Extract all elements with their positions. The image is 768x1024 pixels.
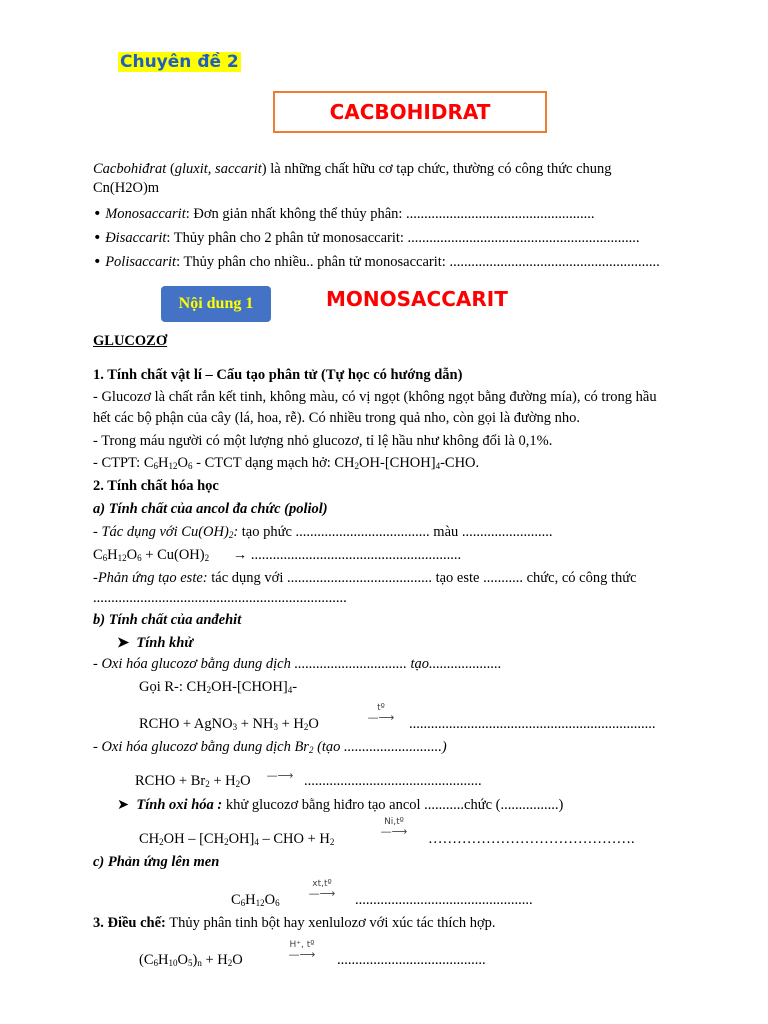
bullet-term: Monosaccarit — [105, 206, 186, 222]
d1-b: O — [177, 952, 188, 968]
sub: 2 — [204, 553, 210, 563]
topic-label: Chuyên đề 2 — [120, 52, 239, 72]
oxh-text: khử glucozơ bằng hiđro tạo ancol ...........chức (................) — [222, 797, 564, 813]
sub: 3 — [273, 722, 278, 732]
d-line-1 — [139, 952, 243, 969]
f-c: C — [93, 547, 103, 563]
sub: 2 — [354, 461, 360, 471]
arrow-condition: Ni,tº — [384, 817, 404, 827]
f-h: H — [158, 952, 169, 968]
d1-a: (C — [139, 952, 154, 968]
sub: 2 — [206, 685, 212, 695]
reaction-arrow-icon — [298, 880, 346, 898]
ctpt-lead: - CTPT: C — [93, 455, 154, 471]
phys-line-3: - Trong máu người có một lượng nhỏ glucozơ, tỉ lệ hầu như không đổi là 0,1%. — [93, 433, 553, 449]
heading-3 — [93, 915, 495, 932]
a1-lead: - Tác dụng với Cu(OH) — [93, 524, 229, 540]
c-line-1 — [231, 892, 280, 909]
reaction-arrow-icon — [362, 704, 400, 722]
a-line-1 — [93, 524, 553, 541]
subheading-a: a) Tính chất của ancol đa chức (poliol) — [93, 501, 328, 517]
b3-a: RCHO + AgNO — [139, 716, 233, 732]
a-line-2 — [93, 547, 461, 564]
b6-c: OH] — [228, 831, 255, 847]
b5-b: + H — [209, 773, 236, 789]
sub: 4 — [435, 461, 441, 471]
bullet-text: : Thủy phân cho 2 phân tử monosaccarit: ................................................................ — [166, 230, 640, 246]
bullet-text: : Thủy phân cho nhiều.. phân tử monosaccarit: .......................................................... — [176, 254, 660, 270]
tinh-khu-heading — [117, 635, 193, 652]
d1-e: O — [232, 952, 243, 968]
phys-line-4 — [93, 455, 479, 472]
arrow-line: —⟶ — [308, 887, 336, 900]
sub: 6 — [153, 958, 158, 968]
phys-line-2: hết các bộ phận của cây (lá, hoa, rễ). Có nhiều trong quả nho, còn gọi là đường nho. — [93, 410, 581, 426]
a1-text: tạo phức ..................................... màu ......................... — [238, 524, 553, 540]
sub: 12 — [117, 553, 127, 563]
arrow-line: —⟶ — [367, 711, 395, 724]
b-line-6 — [139, 831, 334, 848]
section-title: MONOSACCARIT — [326, 287, 508, 311]
a-line-3 — [93, 570, 637, 587]
sub: 4 — [254, 837, 259, 847]
c1-dots: ................................................. — [355, 892, 533, 908]
arrow-condition: xt,tº — [312, 879, 332, 889]
a2-plus: + Cu(OH) — [141, 547, 205, 563]
sub: 2 — [159, 837, 164, 847]
f-o: O — [177, 455, 188, 471]
ctct-mid: OH-[CHOH] — [359, 455, 436, 471]
intro-p1: ( — [166, 161, 175, 177]
subheading-c: c) Phản ứng lên men — [93, 854, 220, 870]
bullet-monosaccarit — [93, 206, 595, 223]
sub: 5 — [187, 958, 193, 968]
d1-d: + H — [201, 952, 228, 968]
f-h: H — [158, 455, 169, 471]
a2-dots: .......................................................... — [247, 547, 462, 563]
sub: 2 — [308, 745, 314, 755]
sub: 2 — [205, 779, 210, 789]
intro-line-2: Cn(H2O)m — [93, 180, 160, 196]
sub: 2 — [303, 722, 309, 732]
intro-line-1 — [93, 161, 612, 178]
reaction-arrow-icon — [274, 941, 330, 959]
b-line-3 — [139, 716, 319, 733]
h3-text: Thủy phân tinh bột hay xenlulozơ với xúc tác thích hợp. — [165, 915, 496, 931]
b5-c: O — [240, 773, 251, 789]
b3-d: O — [308, 716, 319, 732]
tinh-khu-label: Tính khử — [136, 635, 194, 651]
arrow-condition: tº — [377, 703, 385, 713]
bullet-term: Polisaccarit — [105, 254, 177, 270]
a3-text: tác dụng với ........................................ tạo este ........... chức, có công thức — [207, 570, 637, 586]
sub: 12 — [255, 898, 265, 908]
f-o: O — [264, 892, 276, 908]
b2-lead: Gọi R-: CH — [139, 679, 207, 695]
arrow-line: —⟶ — [380, 825, 408, 838]
h3-lead: 3. Điều chế: — [93, 915, 166, 931]
a-line-4: ...................................................................... — [93, 590, 347, 606]
arrow-bullet-icon: ➤ — [117, 635, 130, 651]
ctct-lead: - CTCT dạng mạch hở: CH — [192, 455, 355, 471]
section-label: Nội dung 1 — [161, 286, 271, 322]
d1-dots: ......................................... — [337, 952, 486, 968]
sub: 2 — [224, 837, 229, 847]
sub: 6 — [153, 461, 159, 471]
sub: 6 — [275, 898, 280, 908]
arrow-condition: H⁺, tº — [289, 940, 315, 950]
intro-alt: gluxit, saccarit — [174, 161, 262, 177]
b3-dots: .................................................................... — [409, 716, 656, 732]
glucozo-heading: GLUCOZƠ — [93, 333, 168, 349]
sub: 6 — [187, 461, 193, 471]
sub: n — [197, 958, 202, 968]
a3-lead: -Phản ứng tạo este: — [93, 570, 208, 586]
f-o: O — [126, 547, 138, 563]
sub: 10 — [168, 958, 178, 968]
f-c: C — [231, 892, 241, 908]
b-line-1: - Oxi hóa glucozơ bằng dung dịch ............................... tạo.................... — [93, 656, 502, 672]
bullet-icon: • — [93, 230, 102, 246]
arrow-line: —⟶ — [266, 769, 294, 782]
bullet-icon: • — [93, 206, 102, 222]
a1-colon: : — [233, 524, 239, 540]
arrow-line: —⟶ — [288, 948, 316, 961]
sub: 6 — [102, 553, 108, 563]
reaction-arrow-icon — [262, 771, 298, 780]
sub: 3 — [232, 722, 238, 732]
b3-c: + H — [277, 716, 304, 732]
b2-mid: OH-[CHOH] — [211, 679, 288, 695]
sub: 2 — [235, 779, 241, 789]
subheading-b: b) Tính chất của anđehit — [93, 612, 242, 628]
sub: 2 — [227, 958, 233, 968]
b6-dots: ……………………………………. — [428, 831, 635, 847]
f-h: H — [245, 892, 256, 908]
b4-tail: (tạo ...........................) — [313, 739, 447, 755]
sub: 2 — [329, 837, 335, 847]
b-line-4 — [93, 739, 447, 756]
main-title: CACBOHIDRAT — [273, 91, 547, 133]
intro-p2: ) là những chất hữu cơ tạp chức, thường có công thức chung — [261, 161, 612, 177]
sub: 2 — [228, 530, 234, 540]
heading-1: 1. Tính chất vật lí – Cấu tạo phân tử (Tự học có hướng dẫn) — [93, 367, 463, 383]
b4-lead: - Oxi hóa glucozơ bằng dung dịch Br — [93, 739, 309, 755]
bullet-icon: • — [93, 254, 102, 270]
intro-term: Cacbohiđrat — [93, 161, 167, 177]
reaction-arrow-icon: → — [232, 547, 248, 563]
bullet-disaccarit — [93, 230, 640, 247]
tinh-oxi-hoa-line — [117, 797, 563, 814]
heading-2: 2. Tính chất hóa học — [93, 478, 219, 494]
d1-c: ) — [192, 952, 198, 968]
b6-b: OH – [CH — [163, 831, 225, 847]
b-line-5 — [135, 773, 251, 790]
b6-a: CH — [139, 831, 160, 847]
sub: 6 — [240, 898, 246, 908]
sub: 6 — [137, 553, 142, 563]
b6-d: – CHO + H — [258, 831, 330, 847]
b-line-2 — [139, 679, 297, 696]
bullet-polisaccarit — [93, 254, 660, 271]
b5-a: RCHO + Br — [135, 773, 206, 789]
arrow-bullet-icon: ➤ — [117, 797, 130, 813]
b2-end: - — [292, 679, 298, 695]
sub: 12 — [168, 461, 178, 471]
bullet-term: Đisaccarit — [105, 230, 167, 246]
reaction-arrow-icon — [366, 818, 422, 836]
b5-dots: ................................................. — [304, 773, 482, 789]
bullet-text: : Đơn giản nhất không thể thủy phân: .................................................... — [185, 206, 595, 222]
ctct-end: -CHO. — [440, 455, 480, 471]
sub: 4 — [287, 685, 293, 695]
b3-b: + NH — [237, 716, 274, 732]
phys-line-1: - Glucozơ là chất rắn kết tinh, không màu, có vị ngọt (không ngọt bằng đường mía), có trong hầu — [93, 389, 657, 405]
oxh-lead: Tính oxi hóa : — [136, 797, 223, 813]
f-h: H — [107, 547, 118, 563]
